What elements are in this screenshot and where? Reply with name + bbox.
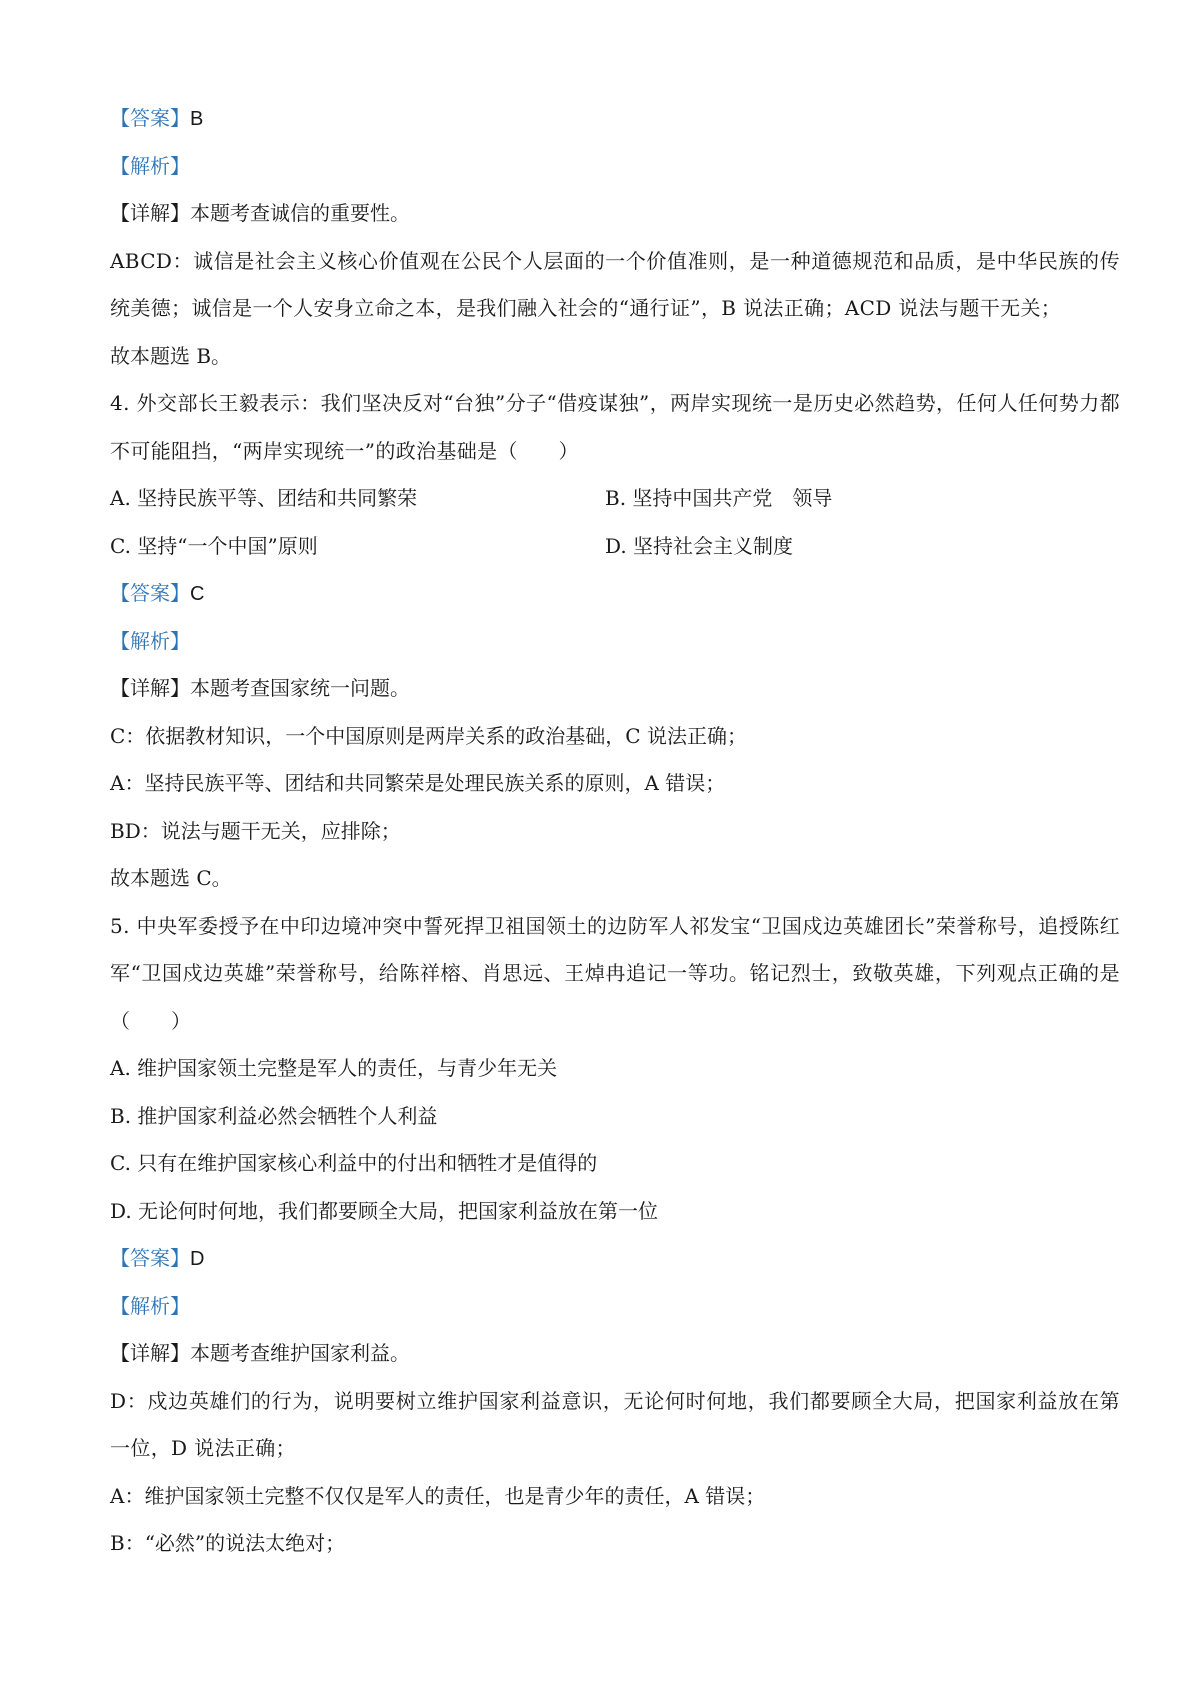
answer-value: C — [190, 583, 205, 605]
explanation-line: BD：说法与题干无关，应排除； — [110, 818, 401, 843]
answer-line — [110, 95, 1120, 143]
analysis-tag: 【解析】 — [110, 628, 190, 653]
analysis-line — [110, 1283, 1120, 1331]
answer-tag: 【答案】 — [110, 1246, 190, 1270]
question-5-stem: 5. 中央军委授予在中印边境冲突中誓死捍卫祖国领土的边防军人祁发宝“卫国戍边英雄团长”荣誉称号，追授陈红军“卫国戍边英雄”荣誉称号，给陈祥榕、肖思远、王焯冉追记一等功。铭记烈士，致敬英雄，下列观点正确的是（ ） — [110, 913, 1120, 1033]
explanation-line: C：依据教材知识，一个中国原则是两岸关系的政治基础，C 说法正确； — [110, 723, 747, 748]
explanation-paragraph: ABCD：诚信是社会主义核心价值观在公民个人层面的一个价值准则，是一种道德规范和品质，是中华民族的传统美德；诚信是一个人安身立命之本，是我们融入社会的“通行证”，B 说法正确；ACD 说法与题干无关； — [110, 248, 1120, 320]
answer-line — [110, 570, 1120, 618]
question-4-options-row-2 — [110, 523, 1120, 571]
answer-tag: 【答案】 — [110, 581, 190, 605]
analysis-line — [110, 618, 1120, 666]
analysis-tag: 【解析】 — [110, 153, 190, 178]
option-c: C. 只有在维护国家核心利益中的付出和牺牲才是值得的 — [110, 1151, 598, 1175]
question-4-options-row-1 — [110, 475, 1120, 523]
answer-value: D — [190, 1248, 205, 1270]
option-a: A. 维护国家领土完整是军人的责任，与青少年无关 — [110, 1056, 558, 1080]
document-page — [110, 95, 1120, 1568]
option-b: B. 坚持中国共产党 领导 — [605, 486, 833, 510]
answer-line — [110, 1235, 1120, 1283]
question-4-stem: 4. 外交部长王毅表示：我们坚决反对“台独”分子“借疫谋独”，两岸实现统一是历史必然趋势，任何人任何势力都不可能阻挡，“两岸实现统一”的政治基础是（ ） — [110, 391, 1120, 463]
option-b: B. 推护国家利益必然会牺牲个人利益 — [110, 1103, 438, 1128]
detail-line: 【详解】本题考查维护国家利益。 — [110, 1341, 410, 1365]
explanation-line: A：维护国家领土完整不仅仅是军人的责任，也是青少年的责任，A 错误； — [110, 1483, 766, 1508]
analysis-tag: 【解析】 — [110, 1293, 190, 1318]
answer-value: B — [190, 108, 204, 130]
conclusion-line: 故本题选 B。 — [110, 343, 232, 368]
analysis-line — [110, 143, 1120, 191]
explanation-paragraph: D：戍边英雄们的行为，说明要树立维护国家利益意识，无论何时何地，我们都要顾全大局，把国家利益放在第一位，D 说法正确； — [110, 1388, 1120, 1460]
explanation-line: A：坚持民族平等、团结和共同繁荣是处理民族关系的原则，A 错误； — [110, 771, 726, 795]
option-a: A. 坚持民族平等、团结和共同繁荣 — [110, 486, 418, 510]
answer-tag: 【答案】 — [110, 106, 190, 130]
option-c: C. 坚持“一个中国”原则 — [110, 533, 318, 558]
explanation-line: B：“必然”的说法太绝对； — [110, 1531, 346, 1555]
detail-line: 【详解】本题考查诚信的重要性。 — [110, 201, 410, 225]
option-d: D. 坚持社会主义制度 — [605, 533, 794, 558]
conclusion-line: 故本题选 C。 — [110, 866, 232, 890]
option-d: D. 无论何时何地，我们都要顾全大局，把国家利益放在第一位 — [110, 1198, 659, 1223]
detail-line: 【详解】本题考查国家统一问题。 — [110, 676, 410, 700]
